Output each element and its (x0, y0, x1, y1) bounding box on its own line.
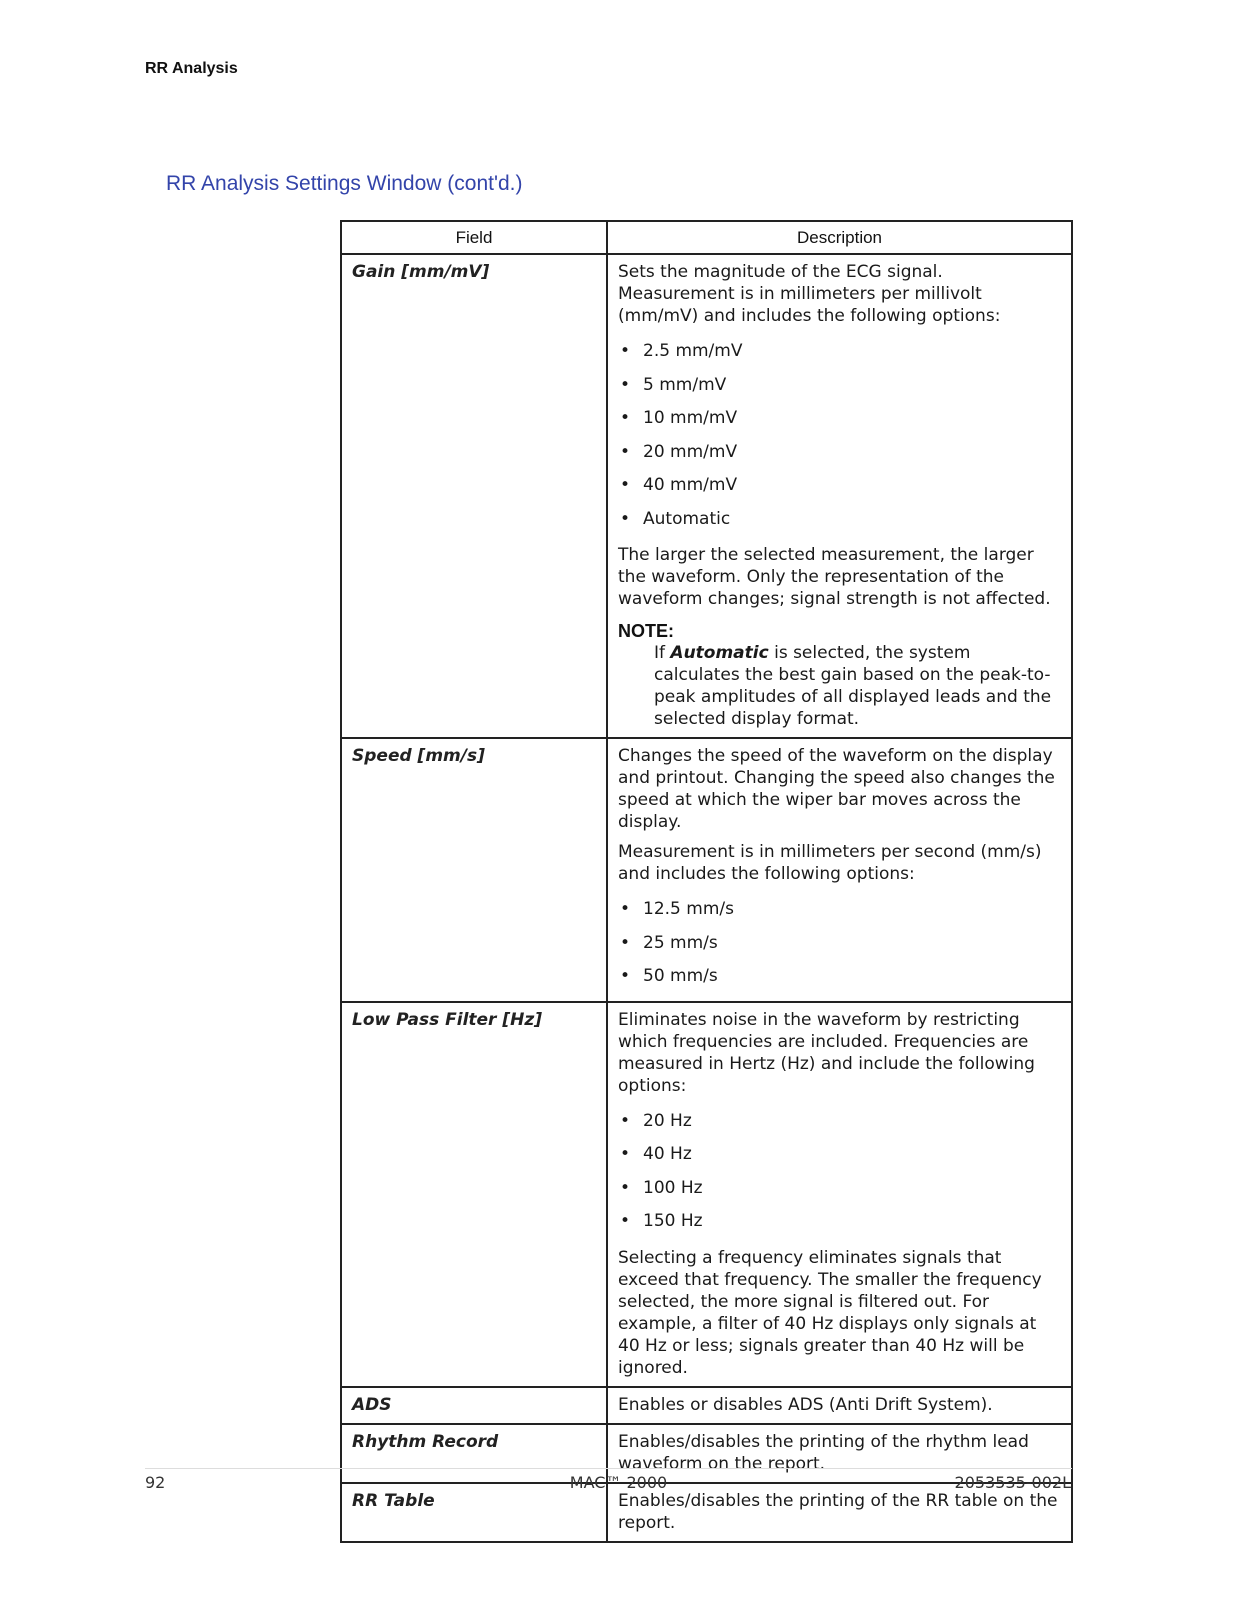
description-text: Enables or disables ADS (Anti Drift System). (618, 1394, 993, 1415)
running-head: RR Analysis (145, 60, 238, 77)
product-name: MAC™ 2000 (569, 1473, 668, 1492)
note-text (618, 642, 1061, 730)
option-item: • 20 Hz (618, 1105, 1061, 1139)
document-number: 2053535-002L (954, 1473, 1071, 1492)
field-name: Low Pass Filter [Hz] (341, 1002, 607, 1387)
field-description (607, 1002, 1072, 1387)
option-item: • 10 mm/mV (618, 402, 1061, 436)
option-item: • 40 mm/mV (618, 469, 1061, 503)
option-item: • 100 Hz (618, 1172, 1061, 1206)
option-list (618, 1105, 1061, 1239)
option-item: • 2.5 mm/mV (618, 335, 1061, 369)
field-name: Gain [mm/mV] (341, 254, 607, 738)
option-item: • 12.5 mm/s (618, 893, 1061, 927)
table-row-speed (341, 738, 1072, 1002)
table-row-low-pass-filter (341, 1002, 1072, 1387)
option-list (618, 335, 1061, 536)
option-item: • 25 mm/s (618, 927, 1061, 961)
option-item: • 50 mm/s (618, 960, 1061, 994)
description-text: Eliminates noise in the waveform by restricting which frequencies are included. Frequencies are measured in Hertz (Hz) and include the following options: (618, 1009, 1035, 1096)
option-item: • 40 Hz (618, 1138, 1061, 1172)
description-text: Enables/disables the printing of the rhythm lead waveform on the report. (618, 1431, 1029, 1474)
section-title: RR Analysis Settings Window (cont'd.) (166, 172, 523, 195)
note-rest: is selected, the system calculates the best gain based on the peak-to-peak amplitudes of all displayed leads and the selected display format. (654, 643, 1052, 729)
description-text: Measurement is in millimeters per second (mm/s) and includes the following options: (618, 842, 1042, 884)
description-text: The larger the selected measurement, the larger the waveform. Only the representation of the waveform changes; signal strength is not affected. (618, 545, 1051, 609)
field-name: ADS (341, 1387, 607, 1424)
table-row-ads (341, 1387, 1072, 1424)
table-row-gain (341, 254, 1072, 738)
note-emphasis: Automatic (670, 643, 769, 663)
table-header-row (341, 221, 1072, 254)
field-name: Speed [mm/s] (341, 738, 607, 1002)
column-header-field: Field (341, 221, 607, 254)
option-item: • 5 mm/mV (618, 369, 1061, 403)
settings-table (340, 220, 1073, 1543)
field-description (607, 1387, 1072, 1424)
field-name: Rhythm Record (341, 1424, 607, 1483)
description-text: Selecting a frequency eliminates signals that exceed that frequency. The smaller the frequency selected, the more signal is filtered out. For example, a filter of 40 Hz displays only signals at 40 Hz or less; signals greater than 40 Hz will be ignored. (618, 1247, 1042, 1378)
option-item: • 150 Hz (618, 1205, 1061, 1239)
description-text: Changes the speed of the waveform on the display and printout. Changing the speed also changes the speed at which the wiper bar moves across the display. (618, 746, 1055, 832)
column-header-description: Description (607, 221, 1072, 254)
option-list (618, 893, 1061, 994)
page-number: 92 (145, 1473, 166, 1492)
field-description (607, 254, 1072, 738)
field-name: RR Table (341, 1483, 607, 1542)
note-label: NOTE: (618, 621, 674, 641)
footer-divider (145, 1468, 1072, 1469)
option-item: • 20 mm/mV (618, 436, 1061, 470)
option-item: • Automatic (618, 503, 1061, 537)
note-prefix: If (654, 643, 671, 663)
description-text: Sets the magnitude of the ECG signal. Measurement is in millimeters per millivolt (mm/mV) and includes the following options: (618, 262, 1001, 326)
field-description (607, 738, 1072, 1002)
description-text: Enables/disables the printing of the RR table on the report. (618, 1490, 1058, 1533)
